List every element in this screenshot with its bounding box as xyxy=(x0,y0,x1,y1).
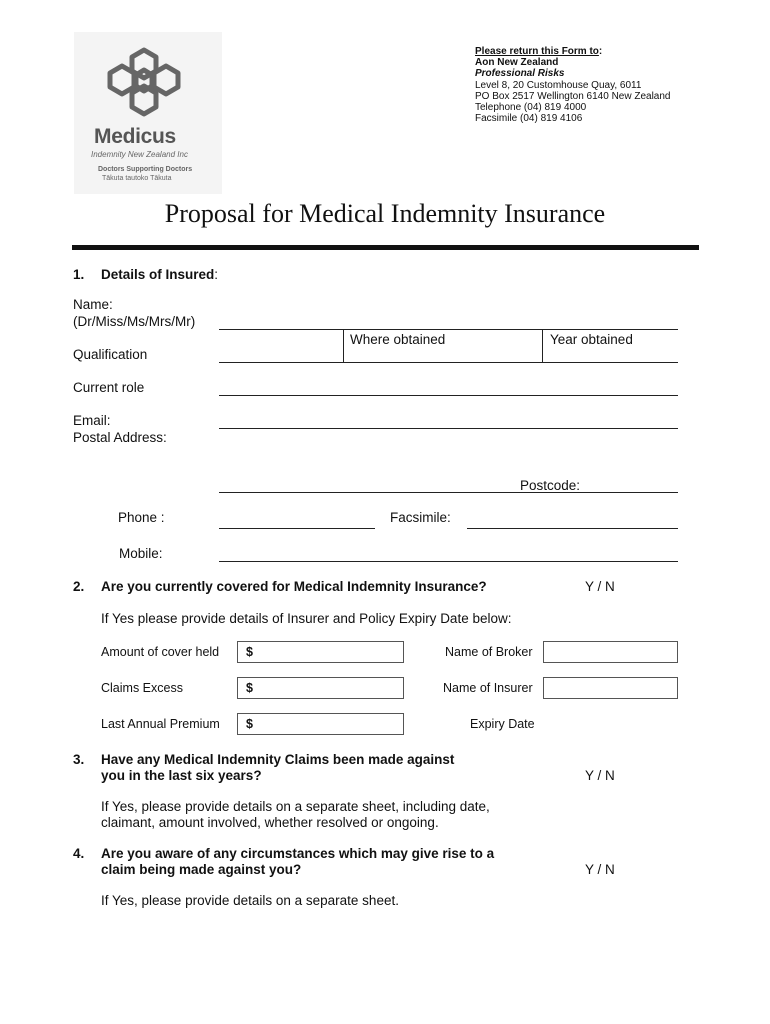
telephone: Telephone (04) 819 4000 xyxy=(475,102,587,114)
phone-label: Phone : xyxy=(118,510,165,525)
name-title-options: (Dr/Miss/Ms/Mrs/Mr) xyxy=(73,314,196,329)
claims-excess-label: Claims Excess xyxy=(101,681,183,695)
where-obtained-label: Where obtained xyxy=(350,332,446,347)
email-field[interactable] xyxy=(219,428,678,429)
s4-question-line2: claim being made against you? xyxy=(101,862,302,877)
s1-number: 1. xyxy=(73,267,85,282)
company-name: Aon New Zealand xyxy=(475,57,559,69)
return-heading: Please return this Form to xyxy=(475,46,599,57)
postal-address-label: Postal Address: xyxy=(73,430,167,445)
current-role-label: Current role xyxy=(73,380,145,395)
department: Professional Risks xyxy=(475,68,565,80)
facsimile-label: Facsimile: xyxy=(390,510,451,525)
year-obtained-label: Year obtained xyxy=(550,332,633,347)
phone-field[interactable] xyxy=(219,528,375,529)
name-label: Name: xyxy=(73,297,113,312)
logo-tagline-maori: Tākuta tautoko Tākuta xyxy=(102,175,172,182)
s2-question: Are you currently covered for Medical Indemnity Insurance? xyxy=(101,579,487,594)
annual-premium-input[interactable]: $ xyxy=(237,713,404,735)
insurer-input[interactable] xyxy=(543,677,678,699)
s4-question-line1: Are you aware of any circumstances which may give rise to a xyxy=(101,846,495,861)
s3-note-line1: If Yes, please provide details on a separate sheet, including date, xyxy=(101,799,490,814)
expiry-date-label: Expiry Date xyxy=(470,717,535,731)
claims-excess-input[interactable]: $ xyxy=(237,677,404,699)
s1-heading: Details of Insured xyxy=(101,267,215,282)
postal-address-field[interactable] xyxy=(219,492,678,493)
email-label: Email: xyxy=(73,413,111,428)
s3-note-line2: claimant, amount involved, whether resolved or ongoing. xyxy=(101,815,439,830)
broker-input[interactable] xyxy=(543,641,678,663)
insurer-label: Name of Insurer xyxy=(443,681,533,695)
qual-divider-2 xyxy=(542,329,543,363)
facsimile-field[interactable] xyxy=(467,528,678,529)
s2-yes-no[interactable]: Y / N xyxy=(585,579,615,594)
title-rule xyxy=(72,245,699,250)
amount-of-cover-label: Amount of cover held xyxy=(101,645,220,659)
address-line2: PO Box 2517 Wellington 6140 New Zealand xyxy=(475,90,671,102)
qualification-field[interactable] xyxy=(219,362,678,363)
qual-divider-1 xyxy=(343,329,344,363)
s3-question-line2: you in the last six years? xyxy=(101,768,262,783)
s4-yes-no[interactable]: Y / N xyxy=(585,862,615,877)
annual-premium-label: Last Annual Premium xyxy=(101,717,220,731)
s3-yes-no[interactable]: Y / N xyxy=(585,768,615,783)
s3-question-line1: Have any Medical Indemnity Claims been made against xyxy=(101,752,455,767)
s2-instruction: If Yes please provide details of Insurer and Policy Expiry Date below: xyxy=(101,611,512,626)
return-address: Please return this Form to: Aon New Zealand Professional Risks Level 8, 20 Customhouse Quay, 6011 PO Box 2517 Wellington 6140 New Zealand Telephone (04) 819 4000 Facsimile (04) 819 4106 xyxy=(475,46,671,125)
medicus-cube-logo-icon xyxy=(104,44,184,120)
page-title: Proposal for Medical Indemnity Insurance xyxy=(164,199,606,228)
logo-subtitle: Indemnity New Zealand Inc xyxy=(91,150,188,159)
logo-name: Medicus xyxy=(94,125,176,148)
postcode-label: Postcode: xyxy=(520,478,581,493)
name-field[interactable] xyxy=(219,329,678,330)
facsimile: Facsimile (04) 819 4106 xyxy=(475,113,583,125)
s2-number: 2. xyxy=(73,579,85,594)
amount-of-cover-input[interactable]: $ xyxy=(237,641,404,663)
qualification-label: Qualification xyxy=(73,347,148,362)
logo-tagline: Doctors Supporting Doctors xyxy=(98,166,193,173)
mobile-label: Mobile: xyxy=(119,546,163,561)
current-role-field[interactable] xyxy=(219,395,678,396)
s4-number: 4. xyxy=(73,846,85,861)
broker-label: Name of Broker xyxy=(445,645,533,659)
address-line1: Level 8, 20 Customhouse Quay, 6011 xyxy=(475,79,642,91)
medicus-logo xyxy=(74,32,222,194)
s4-note: If Yes, please provide details on a separate sheet. xyxy=(101,893,399,908)
mobile-field[interactable] xyxy=(219,561,678,562)
s3-number: 3. xyxy=(73,752,85,767)
